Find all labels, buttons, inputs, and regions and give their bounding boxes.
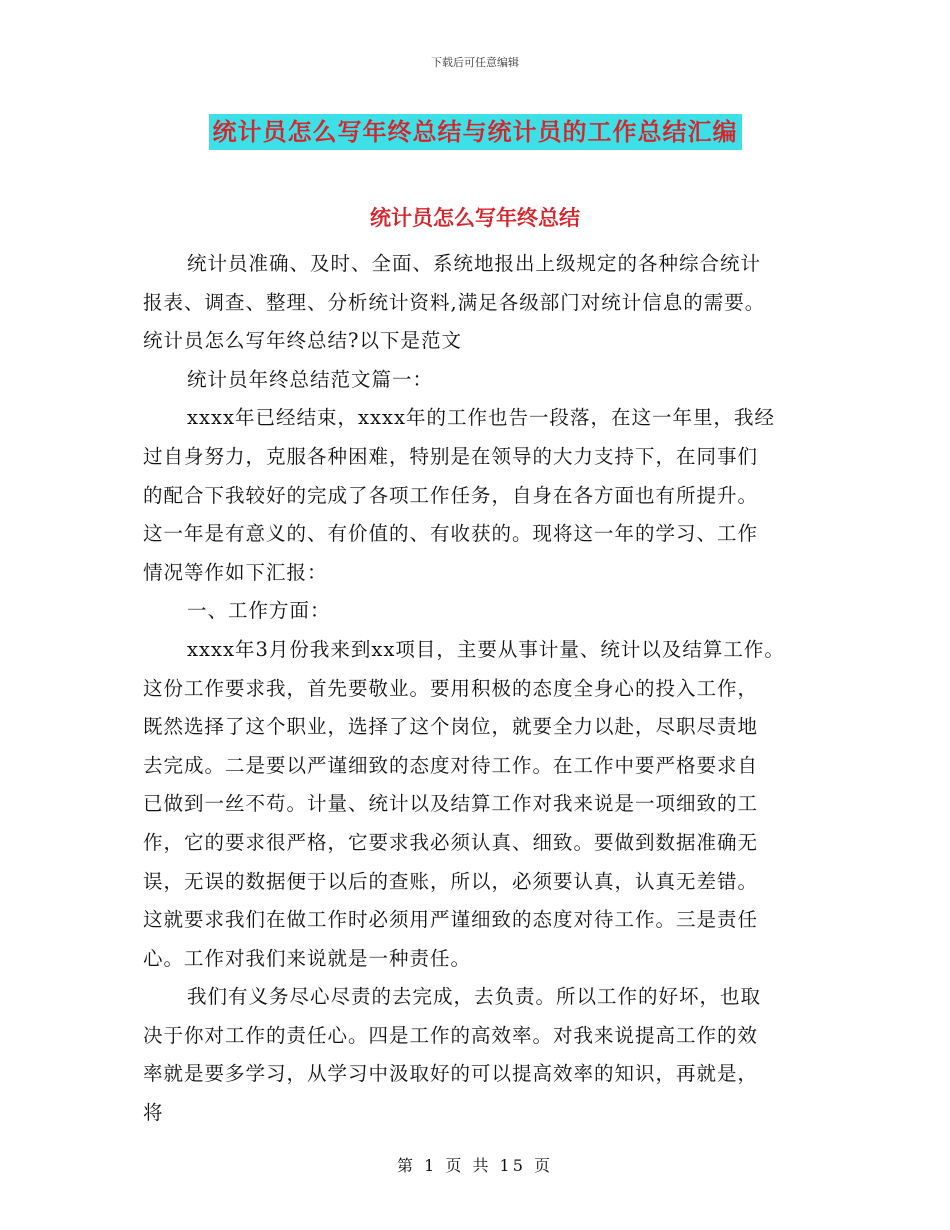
main-title-text: 统计员怎么写年终总结与统计员的工作总结汇编 (209, 114, 742, 150)
text-line: 统计员年终总结范文篇一： (187, 367, 434, 391)
text-line: 作，它的要求很严格，它要求我必须认真、细致。要做到数据准确无 (143, 830, 759, 854)
text-line: 率就是要多学习，从学习中汲取好的可以提高效率的知识，再就是， (143, 1062, 759, 1086)
text-line: 这一年是有意义的、有价值的、有收获的。现将这一年的学习、工作 (143, 522, 759, 546)
text-line: 我们有义务尽心尽责的去完成，去负责。所以工作的好坏，也取 (187, 985, 762, 1009)
text-line: 心。工作对我们来说就是一种责任。 (143, 946, 472, 970)
text-line: 统计员怎么写年终总结?以下是范文 (143, 329, 462, 353)
text-line: 误，无误的数据便于以后的查账，所以，必须要认真，认真无差错。 (143, 869, 759, 893)
text-line: 去完成。二是要以严谨细致的态度对待工作。在工作中要严格要求自 (143, 753, 759, 777)
text-line: 过自身努力，克服各种困难，特别是在领导的大力支持下，在同事们 (143, 444, 759, 468)
text-line: xxxx年已经结束，xxxx年的工作也告一段落，在这一年里，我经 (187, 406, 775, 430)
text-line: 报表、调查、整理、分析统计资料,满足各级部门对统计信息的需要。 (143, 290, 766, 314)
text-line: 这份工作要求我，首先要敬业。要用积极的态度全身心的投入工作， (143, 676, 759, 700)
main-title (0, 112, 950, 147)
document-body (143, 245, 813, 1133)
text-line: 情况等作如下汇报： (143, 560, 328, 584)
text-line: 的配合下我较好的完成了各项工作任务，自身在各方面也有所提升。 (143, 483, 759, 507)
text-line: 一、工作方面： (187, 599, 331, 623)
text-line: xxxx年3月份我来到xx项目，主要从事计量、统计以及结算工作。 (187, 637, 785, 661)
text-line: 统计员准确、及时、全面、系统地报出上级规定的各种综合统计 (187, 252, 762, 275)
text-line: 既然选择了这个职业，选择了这个岗位，就要全力以赴，尽职尽责地 (143, 715, 759, 739)
text-line: 已做到一丝不苟。计量、统计以及结算工作对我来说是一项细致的工 (143, 792, 759, 816)
header-note: 下载后可任意编辑 (431, 56, 519, 69)
page-footer: 第 1 页 共 15 页 (397, 1156, 553, 1175)
text-line: 将 (143, 1101, 164, 1125)
text-line: 决于你对工作的责任心。四是工作的高效率。对我来说提高工作的效 (143, 1023, 759, 1047)
text-line: 这就要求我们在做工作时必须用严谨细致的态度对待工作。三是责任 (143, 908, 759, 932)
section-title: 统计员怎么写年终总结 (370, 206, 580, 230)
